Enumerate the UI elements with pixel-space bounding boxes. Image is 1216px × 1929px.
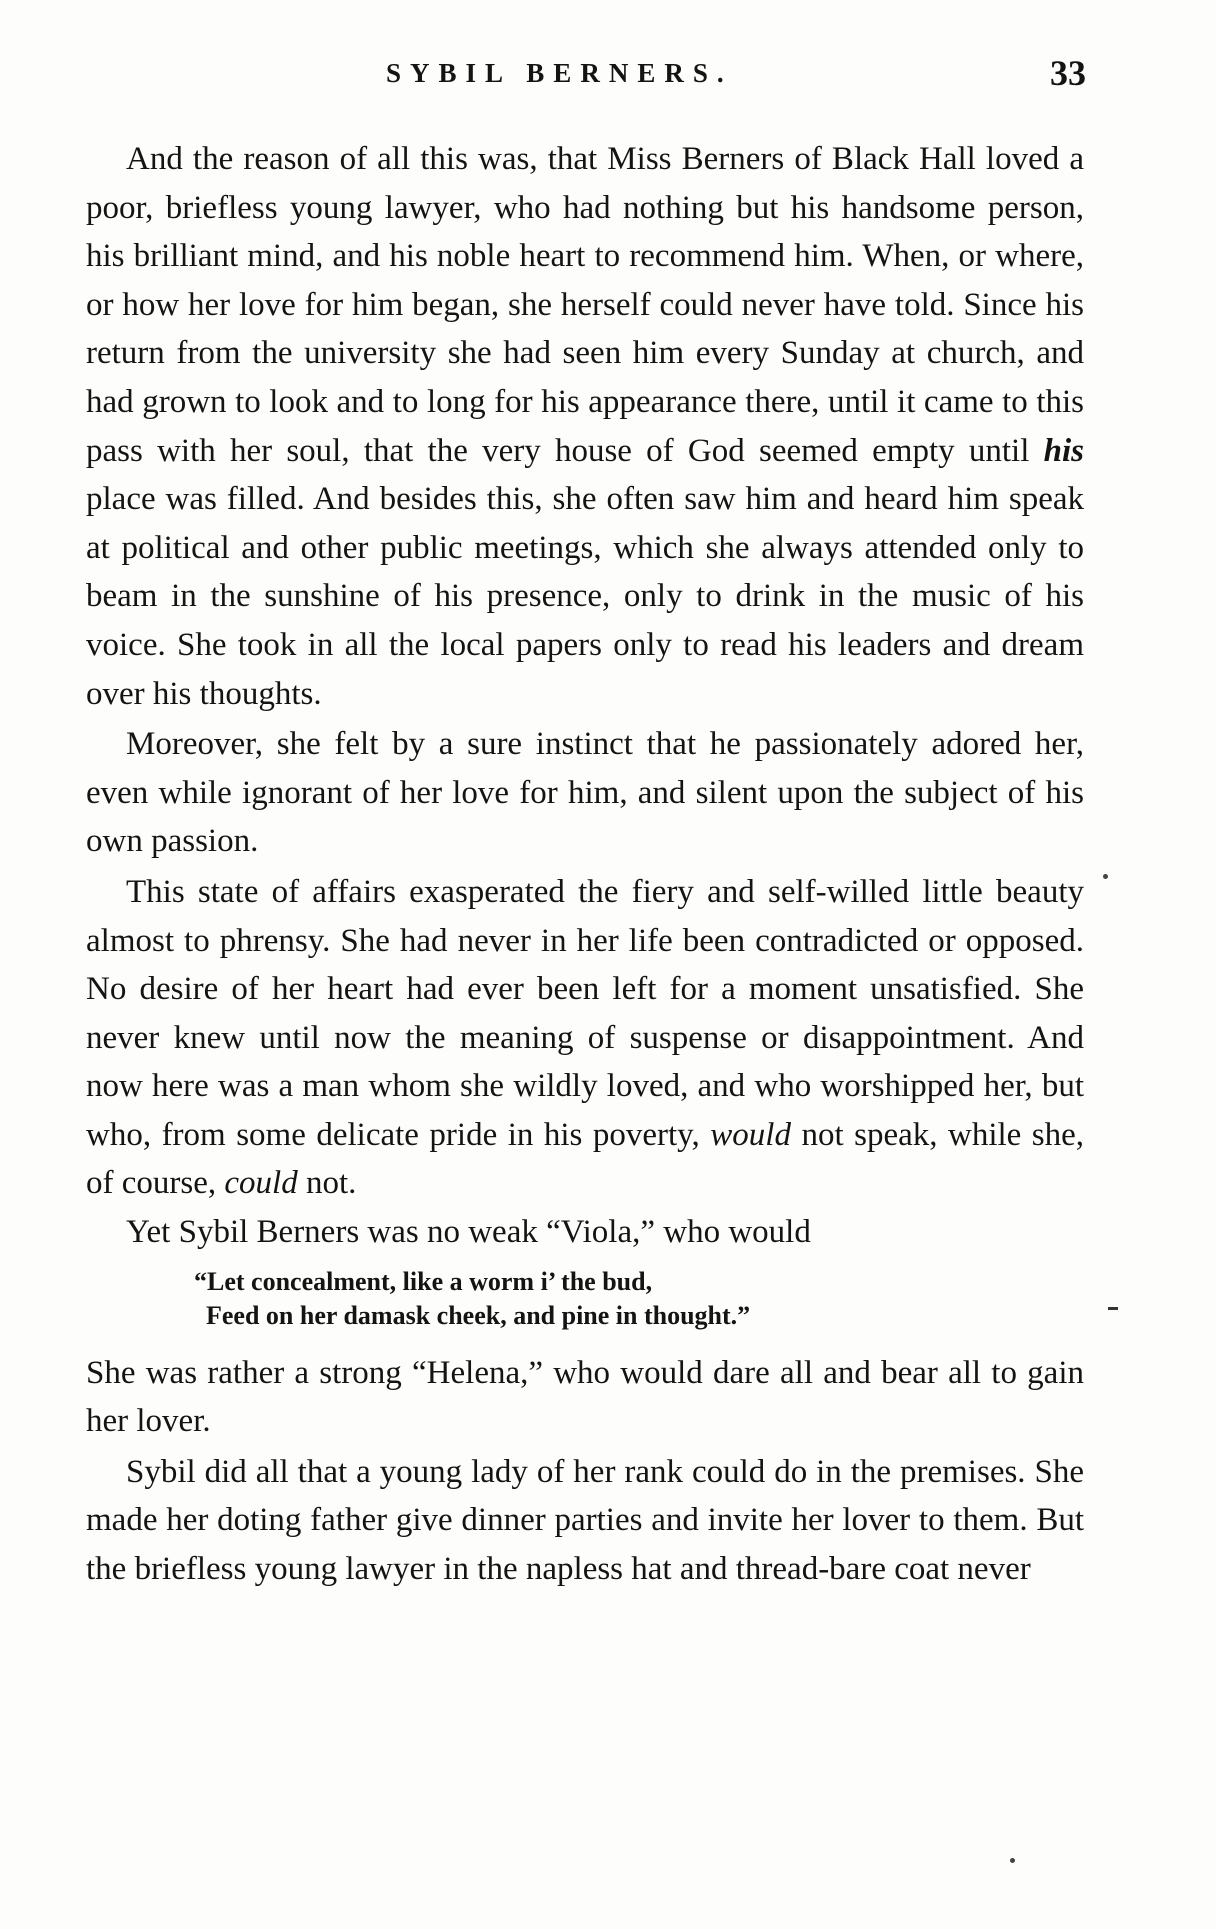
emphasis-his: his xyxy=(1043,432,1084,469)
page-body xyxy=(86,135,1084,1594)
quote-line-2: Feed on her damask cheek, and pine in thought.” xyxy=(206,1300,751,1330)
paragraph-3-text: This state of affairs exasperated the fiery and self-willed little beauty almost to phrensy. She had never in her life been contradicted or opposed. No desire of her heart had ever been left for a moment unsatisfied. She never knew until now the meaning of suspense or disappointment. And now here was a man whom she wildly loved, and who worshipped her, but who, from some delicate pride in his poverty, xyxy=(86,873,1084,1153)
paragraph-5: She was rather a strong “Helena,” who would dare all and bear all to gain her lover. xyxy=(86,1354,1084,1440)
paragraph-4: Yet Sybil Berners was no weak “Viola,” who would xyxy=(126,1214,811,1251)
paragraph-3 xyxy=(86,868,1084,1208)
paragraph-3-end: not. xyxy=(305,1165,357,1202)
margin-dot xyxy=(1103,874,1108,879)
emphasis-would: would xyxy=(710,1116,791,1153)
running-title: SYBIL BERNERS. xyxy=(386,58,733,88)
quote-line-1: “Let concealment, like a worm i’ the bud, xyxy=(194,1266,653,1296)
emphasis-could: could xyxy=(224,1165,298,1202)
paragraph-6: Sybil did all that a young lady of her rank could do in the premises. She made her doting father give dinner parties and invite her lover to them. But the briefless young lawyer in the napless hat and thread-bare coat never xyxy=(86,1453,1084,1588)
paragraph-3-continued: not speak, while she, of course, xyxy=(86,1116,1085,1202)
margin-mark xyxy=(1108,1307,1118,1310)
page-number: 33 xyxy=(1050,53,1086,93)
bottom-dot xyxy=(1010,1858,1015,1863)
block-quote xyxy=(86,1265,1084,1333)
paragraph-1-text: And the reason of all this was, that Miss Berners of Black Hall loved a poor, briefless young lawyer, who had nothing but his handsome person, his brilliant mind, and his noble heart to recommend him. When, or where, or how her love for him began, she herself could never have told. Since his return from the university she had seen him every Sunday at church, and had grown to look and to long for his appearance there, until it came to this pass with her soul, that the very house of God seemed empty until xyxy=(86,141,1084,469)
paragraph-1-continued: place was filled. And besides this, she often saw him and heard him speak at political and other public meetings, which she always attended only to beam in the sunshine of his presence, only to drink in the music of his voice. She took in all the local papers only to read his leaders and dream over his thoughts. xyxy=(86,481,1084,712)
page-header xyxy=(86,52,1086,102)
paragraph-2: Moreover, she felt by a sure instinct that he passionately adored her, even while ignorant of her love for him, and silent upon the subject of his own passion. xyxy=(86,726,1084,860)
paragraph-1 xyxy=(86,135,1084,718)
